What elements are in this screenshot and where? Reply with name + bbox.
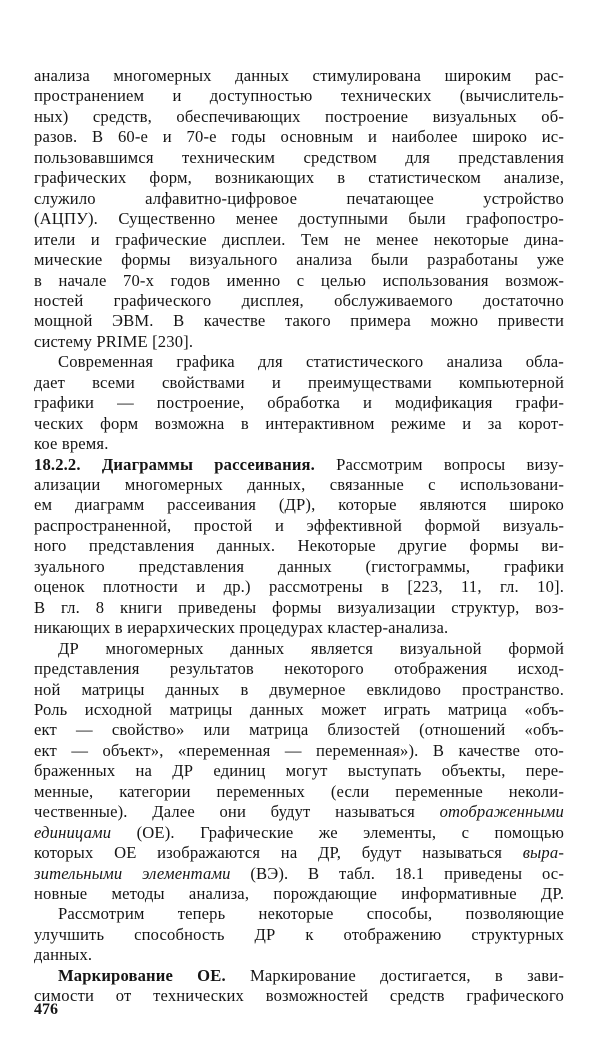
- text-line: пространением и доступностью технических (вычислитель-: [34, 86, 564, 106]
- text-line: [58, 966, 564, 986]
- term-italic: отображенными: [439, 802, 564, 822]
- text-line: графики — построение, обработка и модификация графи-: [34, 393, 564, 413]
- text-line: улучшить способность ДР к отображению структурных: [34, 924, 564, 944]
- text-line: ных) средств, обеспечивающих построение визуальных об-: [34, 106, 564, 126]
- text-line: дает всеми свойствами и преимуществами компьютерной: [34, 372, 564, 392]
- text-line: [34, 802, 564, 822]
- text-line: мощной ЭВМ. В качестве такого примера можно привести: [34, 311, 564, 331]
- text-line: браженных на ДР единиц могут выступать объекты, пере-: [34, 761, 564, 781]
- text-line: зуального представления данных (гистограммы, графики: [34, 556, 564, 576]
- section-heading-line: [34, 455, 564, 475]
- text-line: служило алфавитно-цифровое печатающее устройство: [34, 188, 564, 208]
- text-line: распространенной, простой и эффективной формой визуаль-: [34, 515, 564, 535]
- text-line: менные, категории переменных (если переменные неколи-: [34, 781, 564, 801]
- text-line: ект — объект», «переменная — переменная»). В качестве ото-: [34, 740, 564, 760]
- text-line: симости от технических возможностей средств графического: [34, 986, 564, 1006]
- text-line: [34, 843, 564, 863]
- term-italic: выра-: [522, 843, 564, 863]
- text-line: ностей графического дисплея, обслуживаемого достаточно: [34, 290, 564, 310]
- term-italic: зительными элементами: [34, 863, 231, 883]
- text-line: ного представления данных. Некоторые другие формы ви-: [34, 536, 564, 556]
- text-span: (ВЭ). В табл. 18.1 приведены ос-: [230, 863, 564, 883]
- text-line: данных.: [34, 945, 93, 965]
- text-span: чественные). Далее они будут называться: [34, 802, 440, 822]
- text-line: ной матрицы данных в двумерное евклидово пространство.: [34, 679, 564, 699]
- text-line: ем диаграмм рассеивания (ДР), которые являются широко: [34, 495, 564, 515]
- text-line: графических форм, возникающих в статистическом анализе,: [34, 168, 564, 188]
- text-line: Роль исходной матрицы данных может играть матрица «объ-: [34, 699, 564, 719]
- text-line: [34, 823, 564, 843]
- text-line: (АЦПУ). Существенно менее доступными были графопостро-: [34, 209, 564, 229]
- text-line: кое время.: [34, 434, 109, 454]
- text-line: никающих в иерархических процедурах кластер-анализа.: [34, 618, 449, 638]
- text-span: которых ОЕ изображаются на ДР, будут называться: [34, 843, 523, 863]
- section-heading: 18.2.2. Диаграммы рассеивания.: [34, 454, 315, 474]
- text-line: мические формы визуального анализа были разработаны уже: [34, 250, 564, 270]
- page-number: 476: [34, 1001, 58, 1018]
- text-span: Рассмотрим вопросы визу-: [314, 454, 564, 474]
- text-line: новные методы анализа, порождающие информативные ДР.: [34, 884, 564, 903]
- text-line: представления результатов некоторого отображения исход-: [34, 659, 564, 679]
- text-span: (ОЕ). Графические же элементы, с помощью: [111, 822, 564, 842]
- text-line: оценок плотности и др.) рассмотрены в [223, 11, гл. 10].: [34, 577, 564, 597]
- term-italic: единицами: [34, 822, 112, 842]
- text-line: ект — свойство» или матрица близостей (отношений «объ-: [34, 720, 564, 740]
- text-line: ческих форм возможна в интерактивном режиме и за корот-: [34, 413, 564, 433]
- subsection-heading: Маркирование ОЕ.: [58, 965, 226, 985]
- text-line: ализации многомерных данных, связанные с использовани-: [34, 475, 564, 494]
- text-line: пользовавшимся техническим средством для представления: [34, 147, 564, 167]
- text-line: анализа многомерных данных стимулирована широким рас-: [34, 66, 564, 85]
- text-line: ДР многомерных данных является визуальной формой: [58, 638, 564, 658]
- text-line: разов. В 60-е и 70-е годы основным и наиболее широко ис-: [34, 127, 564, 147]
- text-line: в начале 70-х годов именно с целью использования возмож-: [34, 270, 564, 290]
- text-line: систему PRIME [230].: [34, 331, 194, 351]
- text-span: Маркирование достигается, в зави-: [225, 965, 564, 985]
- text-line: Современная графика для статистического анализа обла-: [58, 352, 564, 372]
- text-line: [34, 864, 564, 884]
- text-line: Рассмотрим теперь некоторые способы, позволяющие: [58, 904, 564, 924]
- text-line: ители и графические дисплеи. Тем не менее некоторые дина-: [34, 229, 564, 249]
- text-line: В гл. 8 книги приведены формы визуализации структур, воз-: [34, 597, 564, 617]
